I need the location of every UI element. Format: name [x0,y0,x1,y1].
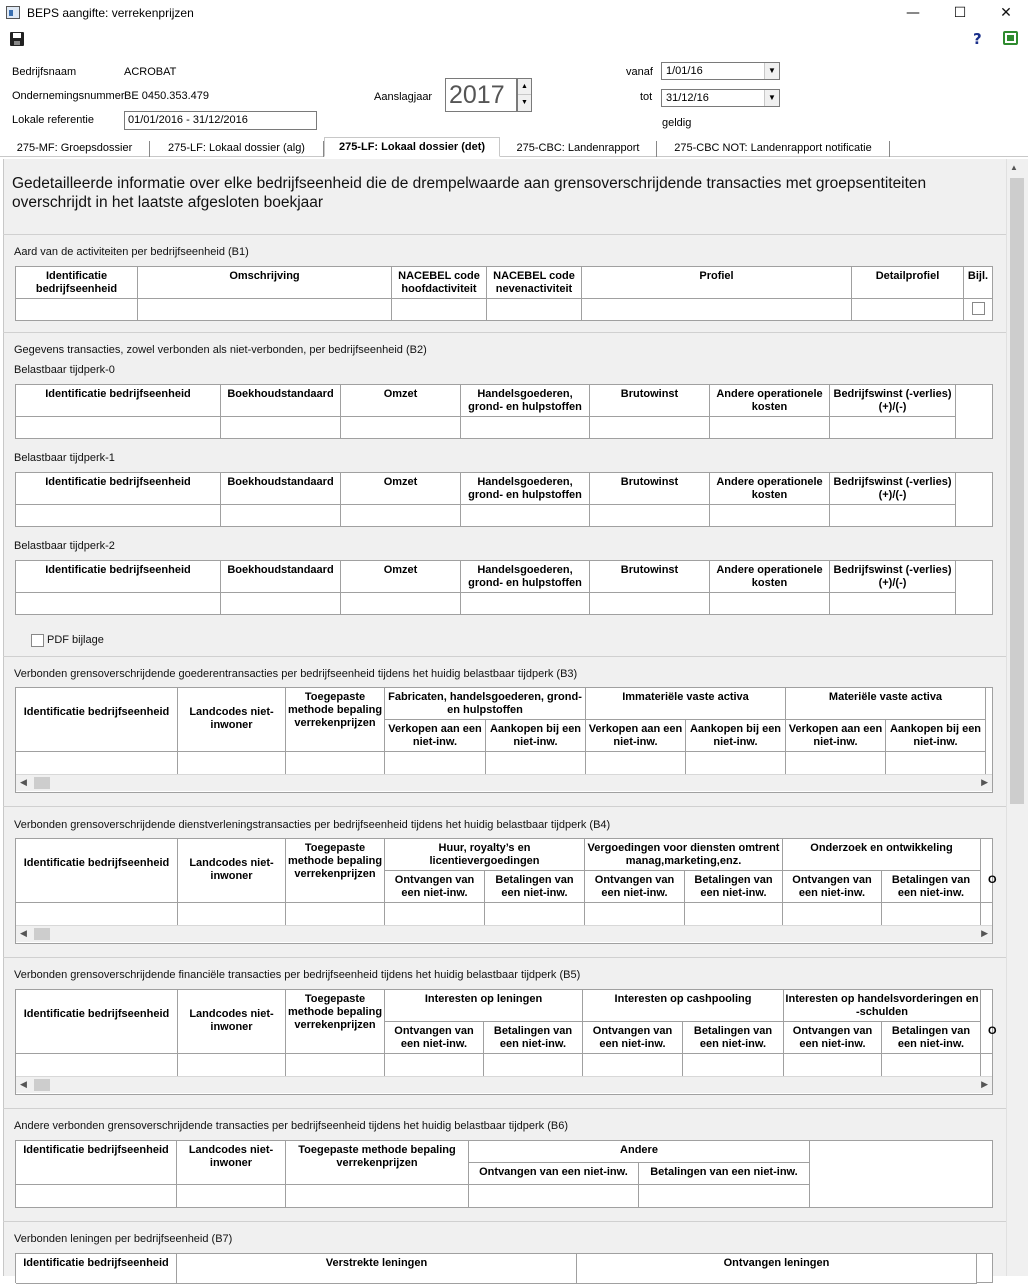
b1-table[interactable] [15,266,993,321]
b3-col-landcodes: Landcodes niet-inwoner [178,688,286,752]
table-cell[interactable] [221,505,341,526]
b1-col-omschrijving: Omschrijving [138,267,392,299]
tab-groepsdossier[interactable]: 275-MF: Groepsdossier [0,141,150,157]
scroll-right-icon[interactable]: ▶ [981,1079,988,1089]
table-cell[interactable] [286,1054,385,1076]
table-cell[interactable] [392,299,487,320]
maximize-button[interactable]: ☐ [953,5,967,21]
table-cell[interactable] [710,505,830,526]
b3-sub-aankopen: Aankopen bij een niet-inw. [486,720,586,752]
lokale-referentie-input[interactable]: 01/01/2016 - 31/12/2016 [124,111,317,130]
b3-sub-verkopen: Verkopen aan een niet-inw. [786,720,886,752]
bedrijfsnaam-value: ACROBAT [124,66,177,78]
section-divider [3,656,1006,657]
bedrijfsnaam-label: Bedrijfsnaam [12,66,77,78]
table-cell[interactable] [686,752,786,774]
b7-col-verstrekte-leningen: Verstrekte leningen [177,1254,577,1284]
table-cell[interactable] [710,417,830,438]
table-cell[interactable] [177,1185,286,1207]
table-cell[interactable] [178,752,286,774]
horizontal-scroll-thumb[interactable] [34,1079,50,1091]
b2-col-handelsgoederen: Handelsgoederen, grond- en hulpstoffen [461,473,590,505]
b2-period-1-label: Belastbaar tijdperk-1 [14,452,115,464]
scroll-left-icon[interactable]: ◀ [20,928,27,938]
bijl-checkbox[interactable] [972,302,985,315]
b4-table[interactable] [15,838,997,944]
b5-sub-ontvangen: Ontvangen van een niet-inw. [385,1022,484,1054]
window-title: BEPS aangifte: verrekenprijzen [27,6,194,20]
table-cell[interactable] [886,752,986,774]
b5-sub-ontvangen: Ontvangen van een niet-inw. [784,1022,882,1054]
table-cell[interactable] [461,593,590,614]
b4-sub-ontvangen: Ontvangen van een niet-inw. [783,871,882,903]
section-divider [3,806,1006,807]
chevron-down-icon[interactable]: ▼ [764,63,779,79]
b2-col-brutowinst: Brutowinst [590,473,710,505]
b2-col-identificatie: Identificatie bedrijfseenheid [16,561,221,593]
b3-col-identificatie: Identificatie bedrijfseenheid [16,688,178,752]
tab-lokaal-dossier-alg[interactable]: 275-LF: Lokaal dossier (alg) [150,141,324,157]
table-cell[interactable] [221,417,341,438]
b4-col-identificatie: Identificatie bedrijfseenheid [16,839,178,903]
b2-table-period-2[interactable] [15,560,993,615]
table-cell[interactable] [16,505,221,526]
b6-group-andere: Andere [469,1141,810,1163]
table-cell[interactable] [485,903,585,925]
b1-col-identificatie: Identificatie bedrijfseenheid [16,267,138,299]
section-divider [3,1108,1006,1109]
b2-col-identificatie: Identificatie bedrijfseenheid [16,473,221,505]
table-cell[interactable] [221,593,341,614]
b6-title: Andere verbonden grensoverschrijdende transacties per bedrijfseenheid tijdens het huidig belastbaar tijdperk (B6) [14,1120,569,1132]
table-cell[interactable] [385,752,486,774]
table-cell[interactable] [583,1054,683,1076]
b5-col-landcodes: Landcodes niet-inwoner [178,990,286,1054]
table-cell[interactable] [830,505,956,526]
b1-title: Aard van de activiteiten per bedrijfseenheid (B1) [14,246,249,258]
b7-title: Verbonden leningen per bedrijfseenheid (B7) [14,1233,233,1245]
section-divider [3,332,1006,333]
b2-col-brutowinst: Brutowinst [590,385,710,417]
b3-sub-verkopen: Verkopen aan een niet-inw. [385,720,486,752]
table-cell[interactable] [852,299,964,320]
horizontal-scroll-thumb[interactable] [34,928,50,940]
b5-sub-betalingen: Betalingen van een niet-inw. [882,1022,981,1054]
table-cell[interactable] [138,299,392,320]
scroll-left-icon[interactable]: ◀ [20,1079,27,1089]
b2-col-bedrijfswinst: Bedrijfswinst (-verlies)(+)/(-) [830,473,956,505]
b3-title: Verbonden grensoverschrijdende goederentransacties per bedrijfseenheid tijdens het huidig belastbaar tijdperk (B3) [14,668,578,680]
b2-title: Gegevens transacties, zowel verbonden als niet-verbonden, per bedrijfseenheid (B2) [14,344,427,356]
table-cell[interactable] [16,593,221,614]
pdf-bijlage-checkbox[interactable] [31,634,44,647]
b4-sub-ontvangen: Ontvangen van een niet-inw. [385,871,485,903]
scroll-left-icon[interactable]: ◀ [20,777,27,787]
table-cell[interactable] [16,299,138,320]
table-cell[interactable] [830,593,956,614]
b7-col-identificatie: Identificatie bedrijfseenheid [16,1254,177,1284]
table-cell[interactable] [16,752,178,774]
table-cell[interactable] [16,1185,177,1207]
b4-group-onderzoek: Onderzoek en ontwikkeling [783,839,981,871]
close-button[interactable]: ✕ [1000,5,1012,21]
table-cell[interactable] [461,417,590,438]
tot-combo[interactable] [661,89,780,107]
b3-table[interactable] [15,687,993,793]
scroll-up-icon[interactable]: ▲ [1010,163,1018,172]
b5-table[interactable] [15,989,997,1095]
b5-col-identificatie: Identificatie bedrijfseenheid [16,990,178,1054]
table-cell[interactable] [16,417,221,438]
tot-label: tot [640,91,653,103]
aanslagjaar-input[interactable]: 2017 [445,78,517,112]
b5-sub-ontvangen: Ontvangen van een niet-inw. [583,1022,683,1054]
section-divider [3,234,1006,235]
table-cell[interactable] [486,752,586,774]
b4-group-vergoedingen: Vergoedingen voor diensten omtrent manag,marketing,enz. [585,839,783,871]
b5-horizontal-scrollbar[interactable] [16,1076,992,1093]
geldig-label: geldig [662,117,692,129]
b2-col-boekhoudstandaard: Boekhoudstandaard [221,385,341,417]
b5-col-methode: Toegepaste methode bepaling verrekenprijzen [286,990,385,1054]
b3-group-immateriele: Immateriële vaste activa [586,688,786,720]
table-cell[interactable] [286,903,385,925]
table-cell[interactable] [16,1054,178,1076]
intro-text: Gedetailleerde informatie over elke bedrijfseenheid die de drempelwaarde aan grensoverschrijdende transacties met groepsentiteiten overschrijdt in het laatste afgesloten boekjaar [12,175,927,211]
b6-sub-ontvangen: Ontvangen van een niet-inw. [469,1163,639,1185]
b2-col-boekhoudstandaard: Boekhoudstandaard [221,473,341,505]
b2-col-andere-kosten: Andere operationele kosten [710,561,830,593]
b2-col-bedrijfswinst: Bedrijfswinst (-verlies)(+)/(-) [830,561,956,593]
b1-col-bijl: Bijl. [964,267,992,299]
ondernemingsnummer-label: Ondernemingsnummer [12,90,125,102]
b2-period-0-label: Belastbaar tijdperk-0 [14,364,115,376]
b4-sub-ontvangen: Ontvangen van een niet-inw. [585,871,685,903]
b2-period-2-label: Belastbaar tijdperk-2 [14,540,115,552]
table-cell[interactable] [286,752,385,774]
b6-sub-betalingen: Betalingen van een niet-inw. [639,1163,810,1185]
b5-group-handelsvorderingen: Interesten op handelsvorderingen en -schulden [784,990,981,1022]
help-icon[interactable]: ? [973,30,982,48]
b4-horizontal-scrollbar[interactable] [16,925,992,942]
b3-sub-aankopen: Aankopen bij een niet-inw. [886,720,986,752]
tab-lokaal-dossier-det[interactable]: 275-LF: Lokaal dossier (det) [324,137,500,157]
b1-col-nacebel-hoofd: NACEBEL code hoofdactiviteit [392,267,487,299]
b2-col-brutowinst: Brutowinst [590,561,710,593]
vanaf-value: 1/01/16 [666,65,703,77]
table-cell[interactable] [710,593,830,614]
vanaf-combo[interactable] [661,62,780,80]
b3-col-methode: Toegepaste methode bepaling verrekenprijzen [286,688,385,752]
b2-col-omzet: Omzet [341,473,461,505]
table-cell[interactable] [487,299,582,320]
b5-sub-overflow: O [981,1022,992,1054]
b3-horizontal-scrollbar[interactable] [16,774,992,791]
spin-up-icon[interactable]: ▲ [518,79,531,95]
b4-col-landcodes: Landcodes niet-inwoner [178,839,286,903]
table-cell[interactable] [590,417,710,438]
table-cell[interactable] [882,903,981,925]
table-cell[interactable] [16,903,178,925]
spin-down-icon[interactable]: ▼ [521,99,528,106]
table-cell[interactable] [341,593,461,614]
b5-sub-betalingen: Betalingen van een niet-inw. [683,1022,784,1054]
b2-col-andere-kosten: Andere operationele kosten [710,385,830,417]
b2-col-boekhoudstandaard: Boekhoudstandaard [221,561,341,593]
app-icon [6,6,20,19]
chevron-down-icon[interactable]: ▼ [764,90,779,106]
b1-col-detailprofiel: Detailprofiel [852,267,964,299]
b4-group-huur: Huur, royalty’s en licentievergoedingen [385,839,585,871]
ondernemingsnummer-value: BE 0450.353.479 [124,90,210,102]
table-cell[interactable] [683,1054,784,1076]
b5-group-leningen: Interesten op leningen [385,990,583,1022]
section-divider [3,1221,1006,1222]
table-cell[interactable] [830,417,956,438]
table-cell[interactable] [178,903,286,925]
table-cell[interactable] [585,903,685,925]
table-cell[interactable] [586,752,686,774]
b2-col-omzet: Omzet [341,385,461,417]
section-divider [3,957,1006,958]
b2-col-handelsgoederen: Handelsgoederen, grond- en hulpstoffen [461,385,590,417]
b6-col-methode: Toegepaste methode bepaling verrekenprijzen [286,1141,469,1185]
table-cell[interactable] [639,1185,810,1207]
aanslagjaar-spinner[interactable] [517,78,532,112]
tab-landenrapport[interactable]: 275-CBC: Landenrapport [500,141,657,157]
table-cell[interactable] [685,903,783,925]
table-cell[interactable] [590,505,710,526]
b4-sub-overflow: O [981,871,992,903]
table-cell[interactable] [385,903,485,925]
b4-sub-betalingen: Betalingen van een niet-inw. [882,871,981,903]
b3-sub-aankopen: Aankopen bij een niet-inw. [686,720,786,752]
table-cell[interactable] [784,1054,882,1076]
b2-col-bedrijfswinst: Bedrijfswinst (-verlies)(+)/(-) [830,385,956,417]
vertical-scroll-thumb[interactable] [1010,178,1024,804]
table-cell[interactable] [461,505,590,526]
table-cell[interactable] [341,417,461,438]
table-cell[interactable] [286,1185,469,1207]
b4-sub-betalingen: Betalingen van een niet-inw. [485,871,585,903]
save-icon[interactable] [10,32,24,46]
table-cell[interactable] [590,593,710,614]
tot-value: 31/12/16 [666,92,709,104]
table-cell[interactable] [783,903,882,925]
b6-table[interactable] [15,1140,993,1208]
b6-col-identificatie: Identificatie bedrijfseenheid [16,1141,177,1185]
tab-landenrapport-notificatie[interactable]: 275-CBC NOT: Landenrapport notificatie [657,141,890,157]
b4-col-methode: Toegepaste methode bepaling verrekenprijzen [286,839,385,903]
table-cell[interactable] [178,1054,286,1076]
b2-col-handelsgoederen: Handelsgoederen, grond- en hulpstoffen [461,561,590,593]
table-cell[interactable] [882,1054,981,1076]
b1-col-nacebel-neven: NACEBEL code nevenactiviteit [487,267,582,299]
scroll-right-icon[interactable]: ▶ [981,777,988,787]
b6-col-landcodes: Landcodes niet-inwoner [177,1141,286,1185]
exit-icon[interactable] [1003,31,1018,45]
b3-group-fabricaten: Fabricaten, handelsgoederen, grond- en hulpstoffen [385,688,586,720]
b7-table[interactable] [15,1253,993,1283]
b2-col-andere-kosten: Andere operationele kosten [710,473,830,505]
b2-table-period-0[interactable] [15,384,993,439]
b5-title: Verbonden grensoverschrijdende financiële transacties per bedrijfseenheid tijdens het huidig belastbaar tijdperk (B5) [14,969,581,981]
b5-sub-betalingen: Betalingen van een niet-inw. [484,1022,583,1054]
table-cell[interactable] [786,752,886,774]
vanaf-label: vanaf [626,66,653,78]
b2-col-identificatie: Identificatie bedrijfseenheid [16,385,221,417]
minimize-button[interactable]: — [906,5,920,21]
b4-sub-betalingen: Betalingen van een niet-inw. [685,871,783,903]
table-cell[interactable] [484,1054,583,1076]
horizontal-scroll-thumb[interactable] [34,777,50,789]
b5-group-cashpooling: Interesten op cashpooling [583,990,784,1022]
b2-table-period-1[interactable] [15,472,993,527]
b7-col-ontvangen-leningen: Ontvangen leningen [577,1254,977,1284]
b4-title: Verbonden grensoverschrijdende dienstverleningstransacties per bedrijfseenheid tijdens het huidig belastbaar tijdperk (B4) [14,819,611,831]
b2-col-omzet: Omzet [341,561,461,593]
table-cell[interactable] [582,299,852,320]
table-cell[interactable] [385,1054,484,1076]
toolbar [0,27,1028,53]
table-cell[interactable] [469,1185,639,1207]
aanslagjaar-label: Aanslagjaar [374,91,433,103]
b3-sub-verkopen: Verkopen aan een niet-inw. [586,720,686,752]
b3-group-materiele: Materiële vaste activa [786,688,986,720]
b1-col-profiel: Profiel [582,267,852,299]
lokale-referentie-label: Lokale referentie [12,114,94,126]
pdf-bijlage-label: PDF bijlage [47,634,104,646]
scroll-right-icon[interactable]: ▶ [981,928,988,938]
table-cell[interactable] [341,505,461,526]
